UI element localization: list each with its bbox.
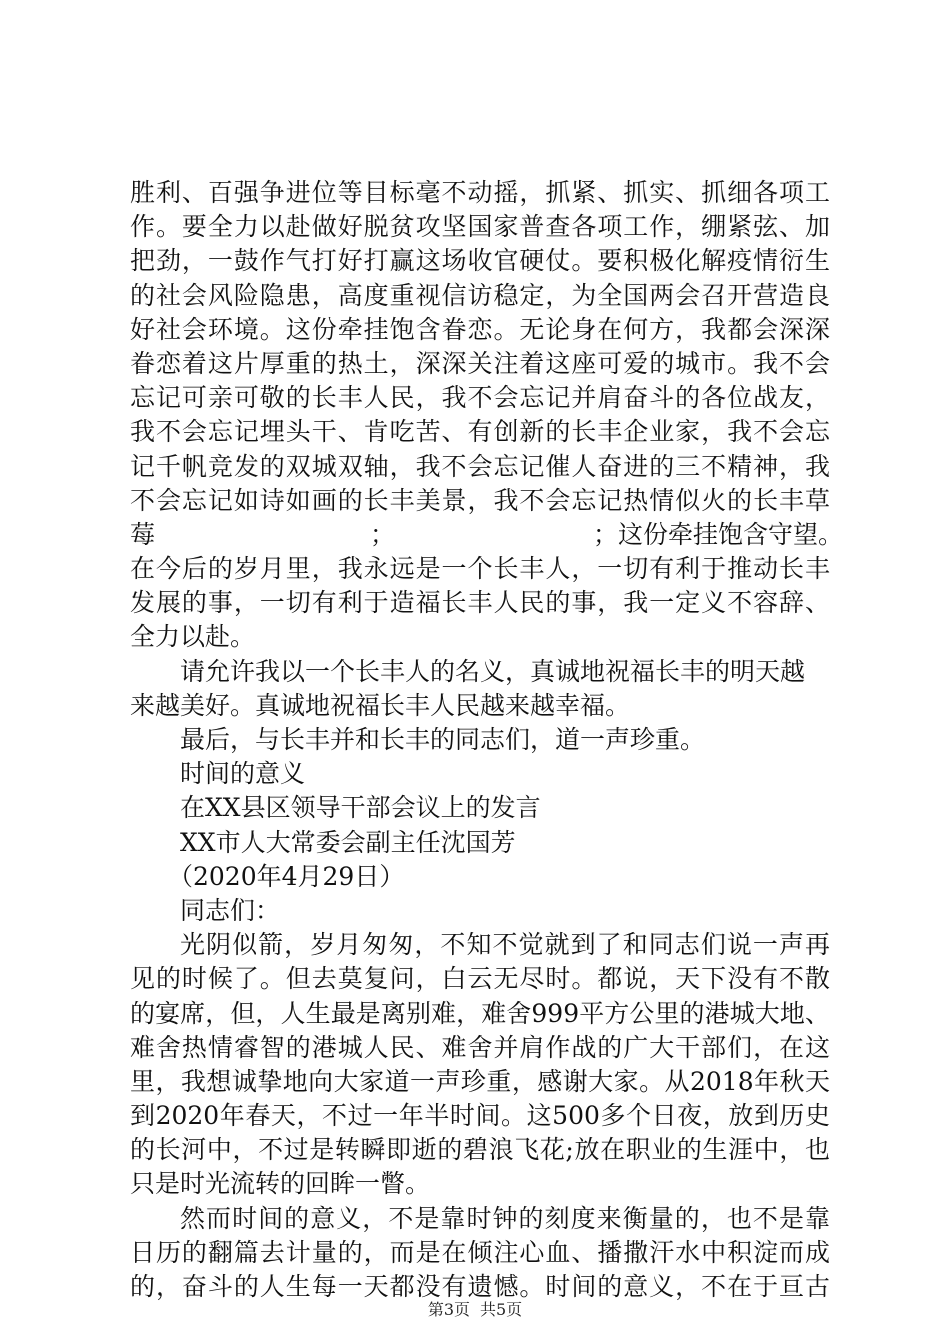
page-footer [0, 1300, 950, 1320]
text-line: 在今后的岁月里，我永远是一个长丰人，一切有利于推动长丰 [130, 554, 830, 584]
page-total: 共5页 [480, 1300, 523, 1319]
text-line: 作。要全力以赴做好脱贫攻坚国家普查各项工作，绷紧弦、加 [130, 212, 830, 242]
speech-date: （2020年4月29日） [168, 861, 405, 891]
text-line: 忘记可亲可敬的长丰人民，我不会忘记并肩奋斗的各位战友， [130, 383, 830, 413]
text-line: 把劲，一鼓作气打好打赢这场收官硬仗。要积极化解疫情衍生 [130, 246, 830, 276]
speech-subtitle: 在XX县区领导干部会议上的发言 [180, 793, 541, 823]
salutation: 同志们： [180, 895, 281, 925]
paragraph-line: 难舍热情睿智的港城人民、难舍并肩作战的广大干部们，在这 [130, 1032, 830, 1062]
text-line: 眷恋着这片厚重的热土，深深关注着这座可爱的城市。我不会 [130, 348, 830, 378]
text-line: 我不会忘记埋头干、肯吃苦、有创新的长丰企业家，我不会忘 [130, 417, 830, 447]
split-part-2: ； [370, 519, 396, 549]
text-line: 胜利、百强争进位等目标毫不动摇，抓紧、抓实、抓细各项工 [130, 178, 830, 207]
paragraph-line: 光阴似箭，岁月匆匆，不知不觉就到了和同志们说一声再 [180, 930, 830, 960]
speech-title: 时间的意义 [180, 759, 306, 789]
text-line: 不会忘记如诗如画的长丰美景，我不会忘记热情似火的长丰草 [130, 485, 830, 515]
paragraph-line: 日历的翻篇去计量的，而是在倾注心血、播撒汗水中积淀而成 [130, 1237, 830, 1267]
speech-author: XX市人大常委会副主任沈国芳 [180, 827, 516, 857]
text-line: 发展的事，一切有利于造福长丰人民的事，我一定义不容辞、 [130, 588, 830, 618]
split-text-line [130, 518, 844, 552]
paragraph-line: 的，奋斗的人生每一天都没有遗憾。时间的意义，不在于亘古 [130, 1272, 830, 1301]
paragraph-line: 请允许我以一个长丰人的名义，真诚地祝福长丰的明天越 [180, 656, 806, 686]
paragraph-line: 到2020年春天，不过一年半时间。这500多个日夜，放到历史 [130, 1101, 830, 1131]
document-body [130, 176, 844, 1304]
text-line: 全力以赴。 [130, 622, 256, 652]
paragraph-line: 的长河中，不过是转瞬即逝的碧浪飞花;放在职业的生涯中，也 [130, 1135, 830, 1165]
split-part-3: ；这份牵挂饱含守望。 [593, 519, 844, 549]
paragraph-line: 里，我想诚挚地向大家道一声珍重，感谢大家。从2018年秋天 [130, 1066, 830, 1096]
split-part-1: 莓 [130, 519, 156, 549]
paragraph-line: 然而时间的意义，不是靠时钟的刻度来衡量的，也不是靠 [180, 1203, 830, 1233]
text-line: 记千帆竞发的双城双轴，我不会忘记催人奋进的三不精神，我 [130, 451, 830, 481]
paragraph-line: 见的时候了。但去莫复问，白云无尽时。都说，天下没有不散 [130, 964, 830, 994]
closing-line: 最后，与长丰并和长丰的同志们，道一声珍重。 [180, 725, 706, 754]
page-number: 第3页 [427, 1300, 470, 1319]
paragraph-line: 只是时光流转的回眸一瞥。 [130, 1169, 431, 1199]
text-line: 好社会环境。这份牵挂饱含眷恋。无论身在何方，我都会深深 [130, 314, 830, 344]
text-line: 的社会风险隐患，高度重视信访稳定，为全国两会召开营造良 [130, 280, 830, 310]
paragraph-line: 的宴席，但，人生最是离别难，难舍999平方公里的港城大地、 [130, 998, 830, 1028]
paragraph-line: 来越美好。真诚地祝福长丰人民越来越幸福。 [130, 690, 631, 720]
